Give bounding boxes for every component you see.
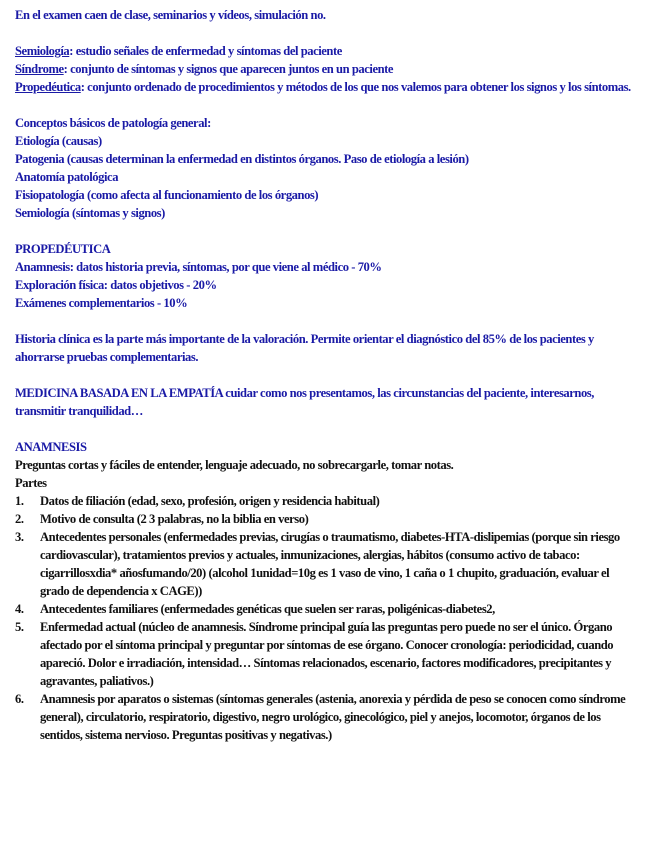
- definition-sindrome: [15, 60, 636, 78]
- basic-concept-item: Fisiopatología (como afecta al funcionamiento de los órganos): [15, 188, 319, 202]
- basic-concept-item: Patogenia (causas determinan la enfermedad en distintos órganos. Paso de etiología a lesión): [15, 152, 469, 166]
- historia-clinica-paragraph: Historia clínica es la parte más importante de la valoración. Permite orientar el diagnóstico del 85% de los pacientes y ahorrarse pruebas complementarias.: [15, 332, 594, 364]
- definition-term: Propedéutica: [15, 80, 81, 94]
- list-item: [15, 528, 636, 600]
- definition-text: : estudio señales de enfermedad y síntomas del paciente: [69, 44, 342, 58]
- basic-concept-item: Anatomía patológica: [15, 170, 119, 184]
- anamnesis-intro: Preguntas cortas y fáciles de entender, lenguaje adecuado, no sobrecargarle, tomar notas.: [15, 458, 454, 472]
- list-item-number: 5.: [15, 620, 24, 634]
- basic-concept-item: Semiología (síntomas y signos): [15, 206, 165, 220]
- list-item: [15, 618, 636, 690]
- list-item-number: 1.: [15, 494, 24, 508]
- list-item-text: Antecedentes personales (enfermedades previas, cirugías o traumatismo, diabetes-HTA-dislipemias (porque sin riesgo cardiovascular), tratamientos previos y actuales, inmunizaciones, alergias, hábitos (consumo activo de tabaco: cigarrillosxdia* añosfumando/20) (alcohol 1unidad=10g es 1 vaso de vino, 1 caña o 1 chupito, graduación, evaluar el grado de dependencia x CAGE)): [40, 530, 620, 598]
- list-item: [15, 600, 636, 618]
- definition-term: Síndrome: [15, 62, 64, 76]
- list-item: [15, 510, 636, 528]
- list-item-number: 2.: [15, 512, 24, 526]
- anamnesis-heading: ANAMNESIS: [15, 440, 87, 454]
- basic-concept-item: Etiología (causas): [15, 134, 102, 148]
- list-item: [15, 690, 636, 744]
- intro-line: En el examen caen de clase, seminarios y vídeos, simulación no.: [15, 8, 326, 22]
- medicina-empatia-paragraph: MEDICINA BASADA EN LA EMPATÍA cuidar como nos presentamos, las circunstancias del paciente, interesarnos, transmitir tranquilidad…: [15, 386, 594, 418]
- definition-semiologia: [15, 42, 636, 60]
- list-item-text: Motivo de consulta (2 3 palabras, no la biblia en verso): [40, 512, 309, 526]
- list-item-text: Enfermedad actual (núcleo de anamnesis. Síndrome principal guía las preguntas pero puede no ser el único. Órgano afectado por el síntoma principal y preguntar por síntomas de ese órgano. Conocer cronología: periodicidad, cuando apareció. Dolor e irradiación, intensidad… Síntomas relacionados, escenario, factores modificadores, precipitantes y agravantes, paliativos.): [40, 620, 614, 688]
- list-item: [15, 492, 636, 510]
- propedeutica-item: Exámenes complementarios - 10%: [15, 296, 188, 310]
- definition-term: Semiología: [15, 44, 70, 58]
- propedeutica-item: Exploración física: datos objetivos - 20%: [15, 278, 217, 292]
- definition-text: : conjunto ordenado de procedimientos y métodos de los que nos valemos para obtener los signos y los síntomas.: [80, 80, 631, 94]
- list-item-text: Anamnesis por aparatos o sistemas (síntomas generales (astenia, anorexia y pérdida de peso se conocen como síndrome general), circulatorio, respiratorio, digestivo, negro urológico, ginecológico, piel y anejos, locomotor, órganos de los sentidos, sistema nervioso. Preguntas positivas y negativas.): [40, 692, 626, 742]
- definition-text: : conjunto de síntomas y signos que aparecen juntos en un paciente: [63, 62, 394, 76]
- list-item-number: 6.: [15, 692, 24, 706]
- list-item-text: Datos de filiación (edad, sexo, profesión, origen y residencia habitual): [40, 494, 380, 508]
- anamnesis-parts-label: Partes: [15, 476, 47, 490]
- list-item-text: Antecedentes familiares (enfermedades genéticas que suelen ser raras, poligénicas-diabetes2,: [40, 602, 495, 616]
- basic-concepts-heading: Conceptos básicos de patología general:: [15, 116, 211, 130]
- list-item-number: 3.: [15, 530, 24, 544]
- anamnesis-parts-list: [15, 492, 636, 744]
- definition-propedeutica: [15, 78, 636, 96]
- propedeutica-heading: PROPEDÉUTICA: [15, 242, 111, 256]
- list-item-number: 4.: [15, 602, 24, 616]
- propedeutica-item: Anamnesis: datos historia previa, síntomas, por que viene al médico - 70%: [15, 260, 382, 274]
